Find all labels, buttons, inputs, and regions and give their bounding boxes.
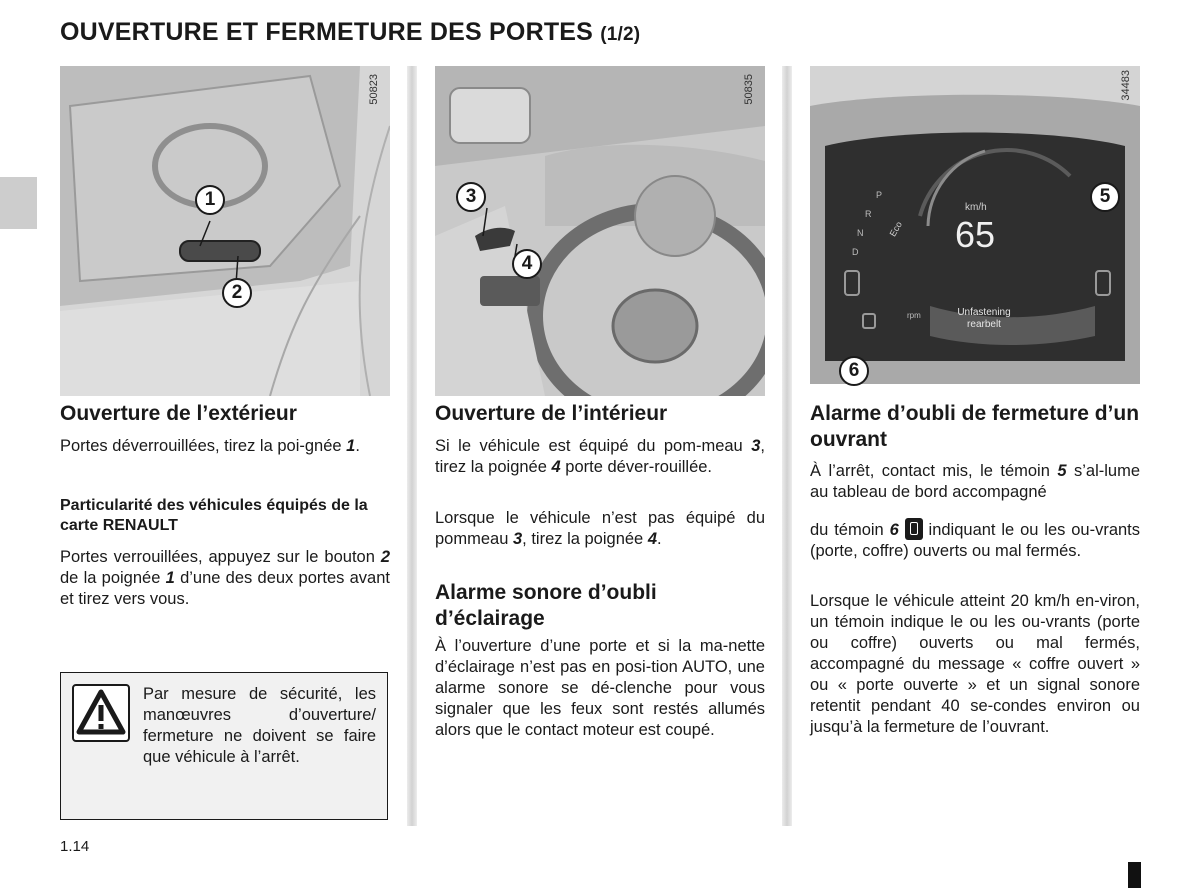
cluster-gear: N <box>857 228 864 238</box>
exterior-door-illustration <box>60 66 390 396</box>
paragraph: du témoin 6 indiquant le ou les ou-vrants (porte, coffre) ouverts ou mal fermés. <box>810 518 1140 562</box>
paragraph: Lorsque le véhicule n’est pas équipé du pommeau 3, tirez la poignée 4. <box>435 509 765 548</box>
page-number: 1.14 <box>60 838 90 855</box>
page-title <box>60 18 640 47</box>
figure-ref: 34483 <box>1120 70 1132 101</box>
open-door-warning-icon <box>905 518 923 540</box>
corner-mark <box>1128 862 1141 888</box>
cluster-message-line1: Unfastening <box>957 307 1011 318</box>
cluster-rpm: rpm <box>907 311 921 320</box>
subheading-renault-card: Particularité des véhicules équipés de la carte RENAULT <box>60 497 368 534</box>
paragraph: Lorsque le véhicule atteint 20 km/h en-viron, un témoin indique le ou les ou-vrants (porte ou coffre) ouverts ou mal fermés, accompagné du message « coffre ouvert » ou « porte ouverte » et un signal sonore retentit pendant 40 se-condes environ ou jusqu’à la fermeture de l’ouvrant. <box>810 592 1140 736</box>
warning-icon <box>72 684 130 742</box>
paragraph: Si le véhicule est équipé du pom-meau 3, tirez la poignée 4 porte déver-rouillée. <box>435 437 765 476</box>
cluster-speed: 65 <box>955 214 996 255</box>
figure-ref: 50835 <box>743 74 755 105</box>
callout-4: 4 <box>512 249 542 279</box>
callout-2: 2 <box>222 278 252 308</box>
cluster-message-line2: rearbelt <box>967 319 1001 330</box>
cluster-gear: P <box>876 190 883 200</box>
figure-instrument-cluster <box>810 66 1140 384</box>
cluster-unit: km/h <box>965 202 987 213</box>
warning-text: Par mesure de sécurité, les manœuvres d’ouverture/ fermeture ne doivent se faire que véhicule à l’arrêt. <box>143 685 376 766</box>
cluster-eco: Eco <box>887 219 904 239</box>
title-part: (1/2) <box>600 24 641 45</box>
heading-open-door-alarm: Alarme d’oubli de fermeture d’un ouvrant <box>810 402 1140 451</box>
chapter-tab <box>0 177 37 229</box>
interior-illustration <box>435 66 765 396</box>
heading-exterior-opening: Ouverture de l’extérieur <box>60 402 297 425</box>
callout-3: 3 <box>456 182 486 212</box>
paragraph: À l’ouverture d’une porte et si la ma-nette d’éclairage n’est pas en posi-tion AUTO, une alarme sonore se dé-clenche pour vous signaler que les feux sont restés allumés alors que le contact moteur est coupé. <box>435 637 765 739</box>
figure-exterior-handle <box>60 66 390 396</box>
column-divider <box>782 66 792 826</box>
paragraph: À l’arrêt, contact mis, le témoin 5 s’al-lume au tableau de bord accompagné <box>810 462 1140 501</box>
paragraph: Portes verrouillées, appuyez sur le bouton 2 de la poignée 1 d’une des deux portes avant et tirez vers vous. <box>60 548 390 608</box>
column-divider <box>407 66 417 826</box>
figure-ref: 50823 <box>368 74 380 105</box>
cluster-gear: D <box>852 247 859 257</box>
callout-6: 6 <box>839 356 869 386</box>
heading-interior-opening: Ouverture de l’intérieur <box>435 402 668 425</box>
figure-interior <box>435 66 765 396</box>
heading-lighting-alarm: Alarme sonore d’oubli d’éclairage <box>435 581 657 630</box>
callout-1: 1 <box>195 185 225 215</box>
title-text: OUVERTURE ET FERMETURE DES PORTES <box>60 18 594 46</box>
paragraph: Portes déverrouillées, tirez la poi-gnée 1. <box>60 437 360 455</box>
callout-5: 5 <box>1090 182 1120 212</box>
cluster-gear: R <box>865 209 872 219</box>
